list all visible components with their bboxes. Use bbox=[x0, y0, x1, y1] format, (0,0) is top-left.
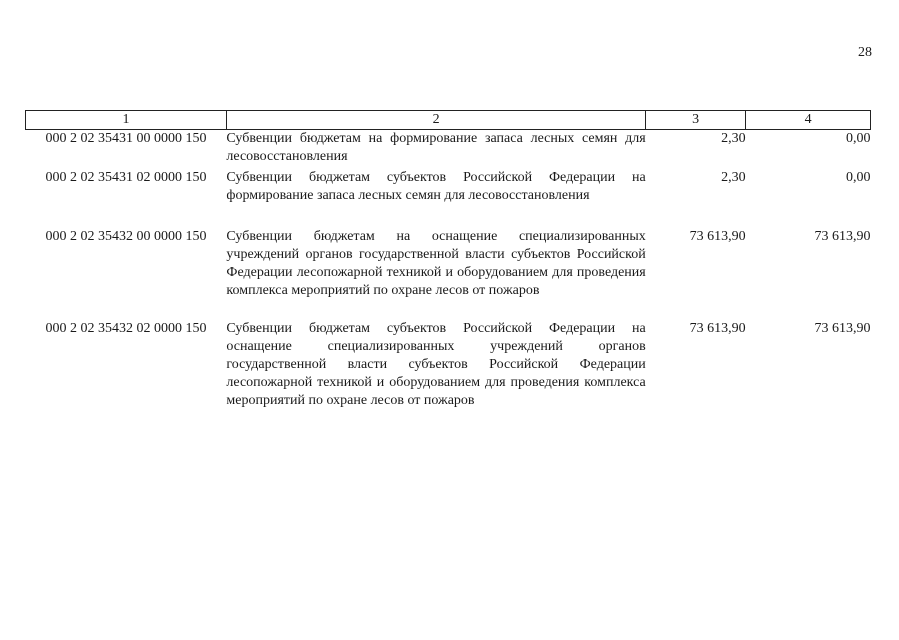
item-name: Субвенции бюджетам на формирование запаса лесных семян для лесовосстановления bbox=[226, 131, 646, 164]
amount-col4: 0,00 bbox=[846, 131, 871, 146]
header-row bbox=[26, 111, 871, 130]
budget-code: 000 2 02 35432 00 0000 150 bbox=[45, 229, 207, 244]
page-number: 28 bbox=[858, 45, 872, 60]
item-name: Субвенции бюджетам субъектов Российской Федерации на формирование запаса лесных семян для лесовосстановления bbox=[226, 170, 646, 203]
table-header bbox=[26, 111, 871, 130]
item-name: Субвенции бюджетам на оснащение специализированных учреждений органов государственной власти субъектов Российской Федерации лесопожарной техникой и оборудованием для проведения комплекса мероприятий по охране лесов от пожаров bbox=[226, 229, 646, 298]
amount-col3: 73 613,90 bbox=[689, 229, 746, 244]
amount-col3: 2,30 bbox=[721, 131, 746, 146]
table-row bbox=[26, 228, 871, 320]
column-header-2: 2 bbox=[226, 111, 645, 130]
budget-code: 000 2 02 35431 00 0000 150 bbox=[45, 131, 207, 146]
table-row bbox=[26, 169, 871, 228]
amount-col3: 2,30 bbox=[721, 170, 746, 185]
table-body bbox=[26, 130, 871, 411]
budget-code: 000 2 02 35431 02 0000 150 bbox=[45, 170, 207, 185]
column-header-4: 4 bbox=[746, 111, 871, 130]
amount-col4: 73 613,90 bbox=[814, 229, 871, 244]
column-header-1: 1 bbox=[26, 111, 227, 130]
amount-col4: 0,00 bbox=[846, 170, 871, 185]
table-row bbox=[26, 320, 871, 410]
amount-col3: 73 613,90 bbox=[689, 321, 746, 336]
budget-table bbox=[25, 110, 871, 410]
budget-code: 000 2 02 35432 02 0000 150 bbox=[45, 321, 207, 336]
item-name: Субвенции бюджетам субъектов Российской Федерации на оснащение специализированных учреждений органов государственной власти субъектов Российской Федерации лесопожарной техникой и оборудованием для проведения комплекса мероприятий по охране лесов от пожаров bbox=[226, 321, 646, 408]
table-row bbox=[26, 130, 871, 170]
column-header-3: 3 bbox=[646, 111, 746, 130]
amount-col4: 73 613,90 bbox=[814, 321, 871, 336]
